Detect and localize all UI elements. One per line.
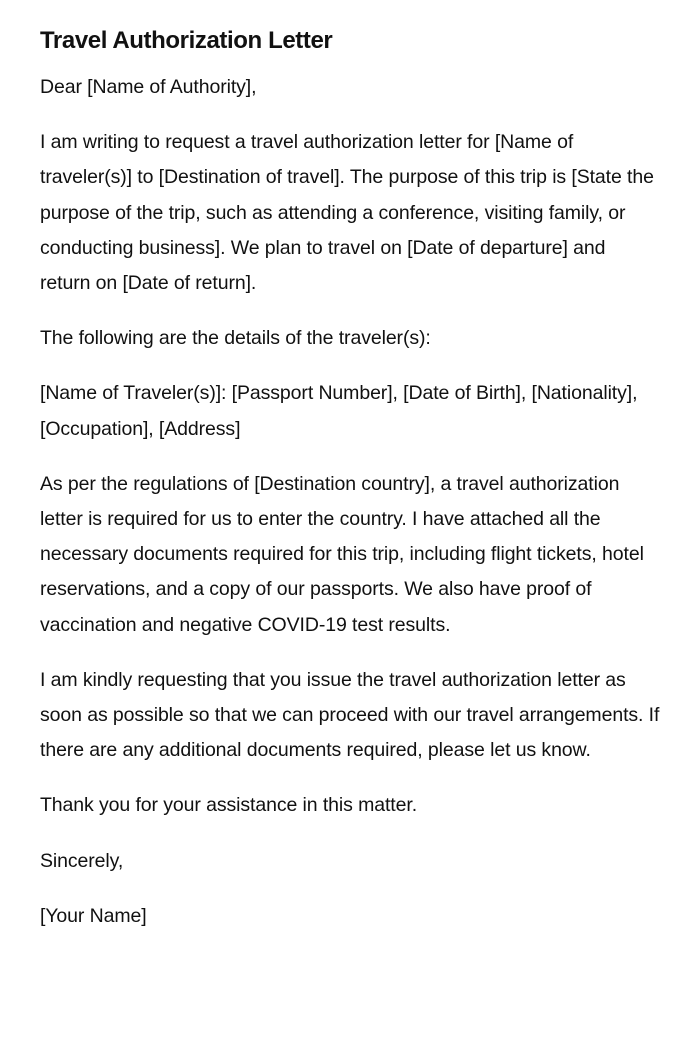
paragraph-details-intro: The following are the details of the traveler(s):: [40, 327, 431, 350]
signature: [Your Name]: [40, 904, 147, 927]
letter-document: [40, 22, 660, 954]
closing: Sincerely,: [40, 849, 124, 872]
paragraph-regulations: As per the regulations of [Destination country], a travel authorization letter is required for us to enter the country. I have attached all the necessary documents required for this trip, including flight tickets, hotel reservations, and a copy of our passports. We also have proof of vaccination and negative COVID-19 test results.: [40, 472, 644, 636]
salutation: Dear [Name of Authority],: [40, 76, 257, 98]
paragraph-request: I am writing to request a travel authorization letter for [Name of traveler(s)] to [Destination of travel]. The purpose of this trip is [State the purpose of the trip, such as attending a conference, visiting family, or conducting business]. We plan to travel on [Date of departure] and return on [Date of return].: [40, 131, 654, 295]
paragraph-request-issue: I am kindly requesting that you issue the travel authorization letter as soon as possible so that we can proceed with our travel arrangements. If there are any additional documents required, please let us know.: [40, 668, 660, 762]
letter-title: Travel Authorization Letter: [40, 27, 333, 54]
paragraph-thanks: Thank you for your assistance in this matter.: [40, 794, 418, 817]
paragraph-traveler-details: [Name of Traveler(s)]: [Passport Number], [Date of Birth], [Nationality], [Occupation], [Address]: [40, 382, 638, 440]
